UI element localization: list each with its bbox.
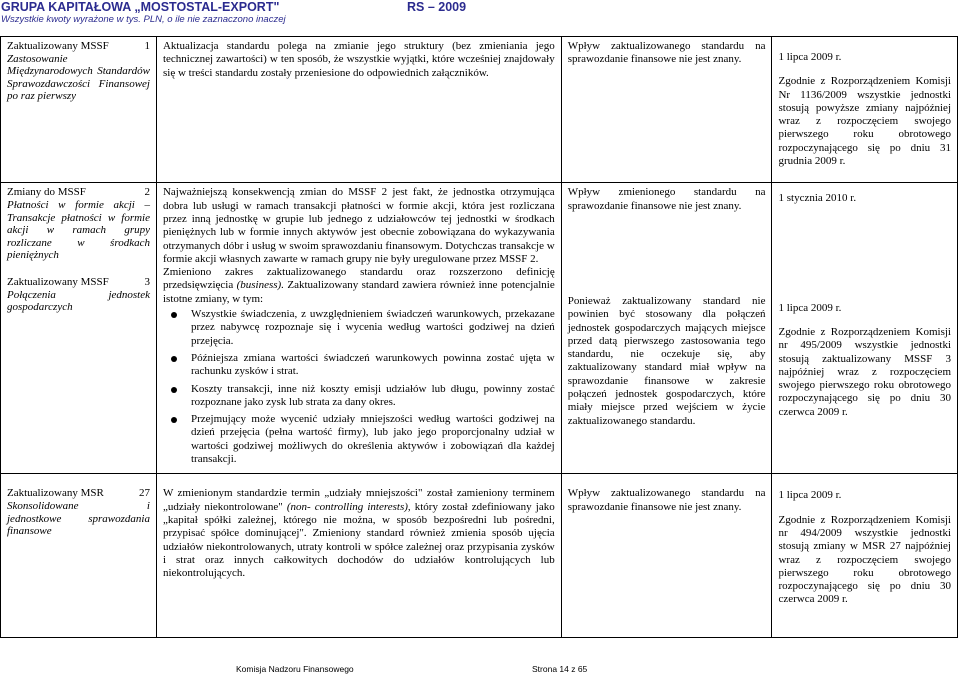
standard-name-cell (1, 37, 157, 183)
standard-name: Zmiany do MSSF (7, 186, 86, 199)
impact-text: Ponieważ zaktualizowany standard nie powinien być stosowany dla połączeń jednostek gospodarczych mających miejsce przed datą pierwszego zastosowania tego standardu, nie oczekuje się, aby zaktualizowany standard miał wpływ na sprawozdanie finansowe w zakresie połączeń jednostek gospodarczych, które miały miejsce przed wejściem w życie zaktualizowanego standardu. (567, 294, 766, 427)
effective-date-cell (772, 474, 958, 638)
impact-cell (561, 474, 772, 638)
standard-number: 2 (144, 186, 150, 199)
page-number: Strona 14 z 65 (532, 664, 588, 674)
table-row (1, 474, 958, 638)
standard-number: 27 (138, 487, 150, 500)
standard-number: 3 (144, 275, 150, 288)
effective-date: 1 stycznia 2010 r. (778, 192, 857, 205)
page-footer (0, 662, 960, 676)
impact-cell (561, 183, 772, 474)
description-cell: Aktualizacja standardu polega na zmianie jego struktury (bez zmieniania jego technicznej zawartości) w ten sposób, że wszystkie wyjątki, które wcześniej znajdowały się w treści standardu zostały przeniesione do odpowiednich załączników. (156, 37, 561, 183)
bullet-icon (171, 387, 177, 393)
standard-name: Zaktualizowany MSSF (7, 275, 109, 288)
description-text: Zmieniono zakres zaktualizowanego standardu oraz rozszerzono definicję przedsięwzięcia (business). Zaktualizowany standard zawiera również inne potencjalnie istotne zmiany, w tym: (162, 266, 555, 305)
list-item: Koszty transakcji, inne niż koszty emisji udziałów lub długu, powinny zostać rozpoznane jako zysk lub strata za dany okres. (163, 383, 555, 410)
effective-date: 1 lipca 2009 r. (778, 51, 842, 63)
standard-subtitle: Płatności w formie akcji – Transakcje płatności w formie akcji w ramach grupy rozliczane w środkach pieniężnych (7, 198, 150, 262)
regulation-note: Zgodnie z Rozporządzeniem Komisji nr 495/2009 wszystkie jednostki stosują zaktualizowany MSSF 3 najpóźniej wraz z rozpoczęciem swojego pierwszego roku obrotowego rozpoczynającego się po dniu 30 czerwca 2009 r. (778, 325, 951, 418)
page-header (0, 0, 960, 36)
changes-list (163, 308, 555, 466)
standard-subtitle: Połączenia jednostek gospodarczych (7, 288, 150, 314)
bullet-icon (171, 356, 177, 362)
currency-note: Wszystkie kwoty wyrażone w tys. PLN, o ile nie zaznaczono inaczej (1, 14, 286, 25)
table-row (1, 37, 958, 183)
standard-name-cell (1, 474, 157, 638)
list-item: Przejmujący może wycenić udziały mniejszości według wartości godziwej na dzień przejęcia (pełna wartość firmy), lub jako jego proporcjonalny udział w wartości godziwej możliwych do określenia aktywów i zobowiązań dla każdej transakcji. (163, 413, 555, 466)
standards-table (0, 36, 958, 638)
description-text: Najważniejszą konsekwencją zmian do MSSF 2 jest fakt, że jednostka otrzymująca dobra lub usługi w ramach transakcji płatności w formie akcji, która jest rozliczana przez inną jednostkę w grupie lub jednego z udziałowców tej jednostki w środkach pieniężnych lub w formie innych aktywów jest obecnie zobowiązana do wykazywania otrzymanych dóbr i usług w swoim sprawozdaniu finansowym. Dotychczas transakcje w formie akcji własnych zawarte w ramach grupy nie były uregulowane przez MSSF 2. (162, 186, 555, 265)
footer-organization: Komisja Nadzoru Finansowego (236, 664, 354, 674)
standard-name: Zaktualizowany MSSF (7, 40, 109, 52)
description-cell (156, 474, 561, 638)
standard-subtitle: i (146, 499, 150, 512)
standard-subtitle: Zastosowanie Międzynarodowych Standardów Sprawozdawczości Finansowej po raz pierwszy (7, 52, 150, 103)
report-code: RS – 2009 (407, 0, 467, 14)
impact-cell: Wpływ zaktualizowanego standardu na sprawozdanie finansowe nie jest znany. (561, 37, 772, 183)
table-row (1, 183, 958, 474)
standard-name: Zaktualizowany MSR (7, 487, 104, 500)
effective-date: 1 lipca 2009 r. (778, 301, 842, 314)
regulation-note: Zgodnie z Rozporządzeniem Komisji nr 494/2009 wszystkie jednostki stosują zmiany w MSR 27 najpóźniej wraz z rozpoczęciem swojego pierwszego roku obrotowego rozpoczynającego się po dniu 30 czerwca 2009 r. (778, 513, 951, 606)
description-text: W zmienionym standardzie termin „udziały mniejszości" został zamieniony terminem „udziały niekontrolowane" (non- controlling interests), który został zdefiniowany jako „kapitał spółki zależnej, którego nie można, w sposób bezpośredni lub pośredni, przypisać spółce dominującej". Zmieniony standard również zmienia sposób ujęcia udziałów niekontrolowanych, utraty kontroli w spółce zależnej oraz przypisania zysków i strat oraz innych całkowitych dochodów do udziałów kontrolujących lub niekontrolujących. (162, 487, 555, 580)
impact-text: Wpływ zaktualizowanego standardu na sprawozdanie finansowe nie jest znany. (567, 487, 766, 513)
bullet-icon (171, 417, 177, 423)
list-item: Wszystkie świadczenia, z uwzględnieniem świadczeń warunkowych, przekazane przez nabywcę rozpoznaje się i wycenia według wartości godziwej na dzień przejęcia. (163, 308, 555, 348)
company-name: GRUPA KAPITAŁOWA „MOSTOSTAL-EXPORT" (1, 0, 280, 14)
effective-date-cell (772, 37, 958, 183)
standard-subtitle: Skonsolidowane (7, 499, 79, 512)
effective-date-cell (772, 183, 958, 474)
list-item: Późniejsza zmiana wartości świadczeń warunkowych powinna zostać ujęta w rachunku zysków i strat. (163, 352, 555, 379)
impact-text: Wpływ zmienionego standardu na sprawozdanie finansowe nie jest znany. (567, 186, 766, 212)
description-cell (156, 183, 561, 474)
regulation-note: Zgodnie z Rozporządzeniem Komisji Nr 1136/2009 wszystkie jednostki stosują powyższe zmiany najpóźniej wraz z rozpoczęciem swojego pierwszego roku obrotowego rozpoczynającego się po dniu 31 grudnia 2009 r. (778, 75, 951, 168)
effective-date: 1 lipca 2009 r. (778, 489, 842, 502)
standard-name-cell (1, 183, 157, 474)
standard-subtitle: jednostkowe sprawozdania finansowe (7, 512, 150, 538)
bullet-icon (171, 312, 177, 318)
standard-number: 1 (144, 40, 150, 52)
